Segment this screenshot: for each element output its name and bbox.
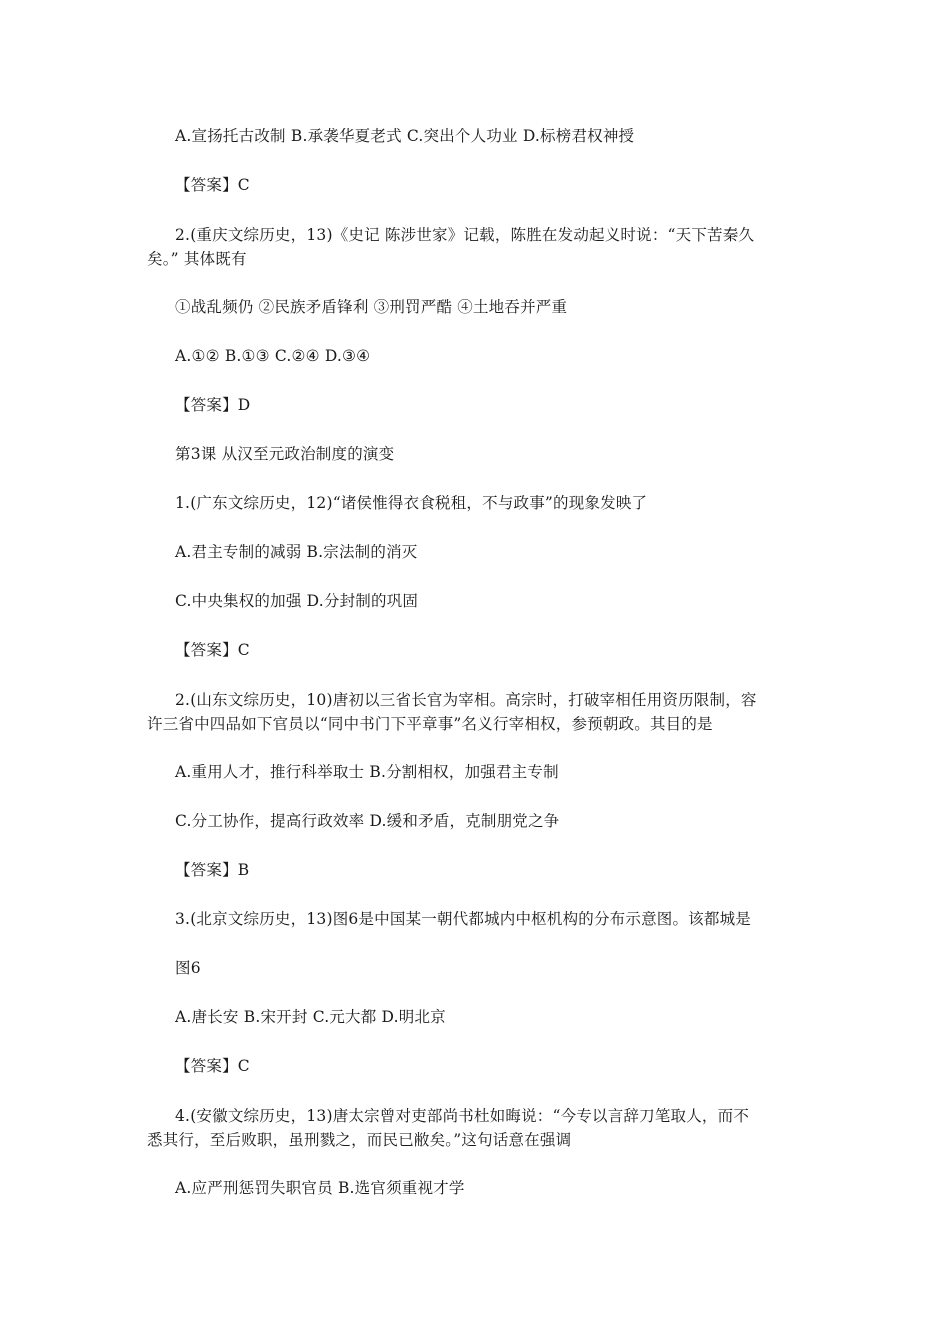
question-chongqing [147, 223, 811, 271]
q-chongqing-options: A.①② B.①③ C.②④ D.③④ [175, 347, 371, 365]
q-guangdong-options-cd: C.中央集权的加强 D.分封制的巩固 [175, 592, 419, 610]
question-chongqing-line2: 矣。” 其体既有 [147, 250, 247, 268]
q-shandong-options-cd: C.分工协作，提高行政效率 D.缓和矛盾，克制朋党之争 [175, 812, 560, 830]
answer-shandong: 【答案】B [175, 861, 250, 879]
q-shandong-options-ab: A.重用人才，推行科举取士 B.分割相权，加强君主专制 [175, 763, 559, 781]
question-anhui-line2: 悉其行，至后败职，虽刑戮之，而民已敝矣。”这句话意在强调 [147, 1131, 572, 1149]
question-anhui [147, 1104, 811, 1152]
question-shandong [147, 688, 811, 736]
answer-chongqing: 【答案】D [175, 396, 251, 414]
q-prev-options: A.宣扬托古改制 B.承袭华夏老式 C.突出个人功业 D.标榜君权神授 [175, 127, 635, 145]
figure-caption: 图6 [175, 959, 201, 977]
q-guangdong-options-ab: A.君主专制的减弱 B.宗法制的消灭 [175, 543, 418, 561]
question-anhui-line1: 4.(安徽文综历史，13)唐太宗曾对吏部尚书杜如晦说：“今专以言辞刀笔取人，而不 [175, 1107, 750, 1125]
answer-beijing: 【答案】C [175, 1057, 250, 1075]
answer-prev: 【答案】C [175, 176, 250, 194]
q-anhui-options-ab: A.应严刑惩罚失职官员 B.选官须重视才学 [175, 1179, 465, 1197]
q-beijing-options: A.唐长安 B.宋开封 C.元大都 D.明北京 [175, 1008, 446, 1026]
lesson-heading: 第3课 从汉至元政治制度的演变 [175, 445, 395, 463]
question-shandong-line1: 2.(山东文综历史，10)唐初以三省长官为宰相。高宗时，打破宰相任用资历限制，容 [175, 691, 757, 709]
question-guangdong: 1.(广东文综历史，12)“诸侯惟得衣食税租，不与政事”的现象发映了 [175, 494, 648, 512]
answer-guangdong: 【答案】C [175, 641, 250, 659]
q-chongqing-statements: ①战乱频仍 ②民族矛盾锋利 ③刑罚严酷 ④土地吞并严重 [175, 298, 568, 316]
question-chongqing-line1: 2.(重庆文综历史，13)《史记 陈涉世家》记载，陈胜在发动起义时说：“天下苦秦久 [175, 226, 755, 244]
question-shandong-line2: 许三省中四品如下官员以“同中书门下平章事”名义行宰相权，参预朝政。其目的是 [147, 715, 713, 733]
question-beijing: 3.(北京文综历史，13)图6是中国某一朝代都城内中枢机构的分布示意图。该都城是 [175, 910, 751, 928]
